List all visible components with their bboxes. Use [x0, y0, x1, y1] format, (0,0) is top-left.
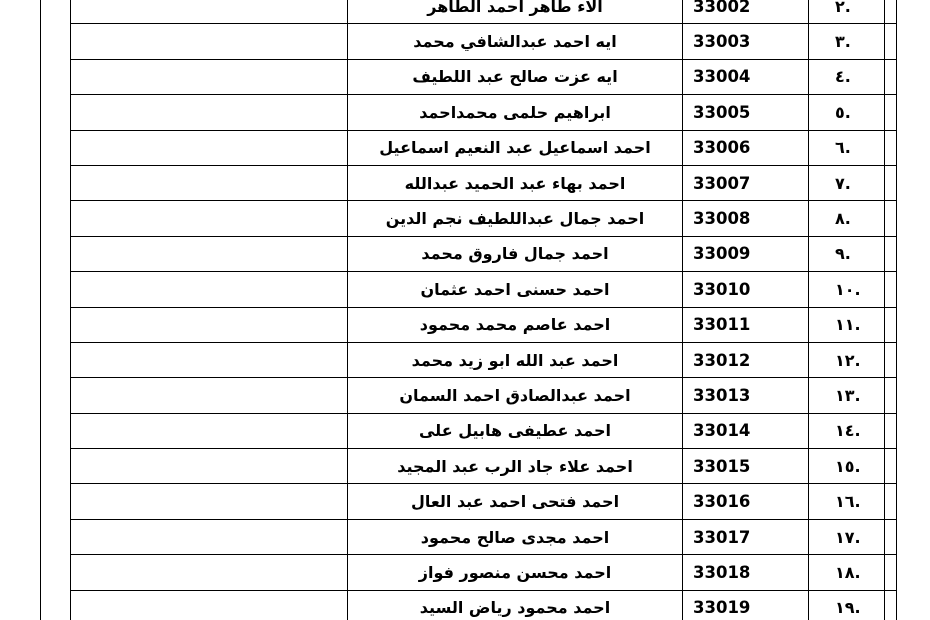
seat-number-cell: 33019	[683, 590, 809, 620]
notes-cell	[71, 378, 348, 413]
seat-number-cell: 33014	[683, 413, 809, 448]
table-row	[71, 201, 897, 236]
row-index-cell: ٨.	[809, 201, 897, 236]
row-index-cell: ٣.	[809, 24, 897, 59]
row-index-cell: ١٩.	[809, 590, 897, 620]
notes-cell	[71, 0, 348, 24]
row-index-cell: ١٦.	[809, 484, 897, 519]
row-index-cell: ١٣.	[809, 378, 897, 413]
seat-number-cell: 33008	[683, 201, 809, 236]
student-name-cell: احمد محسن منصور فواز	[348, 555, 683, 590]
page-border-left	[40, 0, 41, 620]
notes-cell	[71, 590, 348, 620]
row-index-cell: ٦.	[809, 130, 897, 165]
notes-cell	[71, 519, 348, 554]
student-name-cell: احمد اسماعيل عبد النعيم اسماعيل	[348, 130, 683, 165]
notes-cell	[71, 484, 348, 519]
row-index-cell: ٢.	[809, 0, 897, 24]
table-row	[71, 519, 897, 554]
row-index-cell: ١٨.	[809, 555, 897, 590]
table-row	[71, 272, 897, 307]
row-index-cell: ١٧.	[809, 519, 897, 554]
student-name-cell: الاء طاهر احمد الطاهر	[348, 0, 683, 24]
seat-number-cell: 33002	[683, 0, 809, 24]
table-row	[71, 590, 897, 620]
notes-cell	[71, 413, 348, 448]
student-name-cell: احمد جمال عبداللطيف نجم الدين	[348, 201, 683, 236]
student-name-cell: ايه احمد عبدالشافي محمد	[348, 24, 683, 59]
seat-number-cell: 33012	[683, 342, 809, 377]
seat-number-cell: 33007	[683, 165, 809, 200]
table-row	[71, 59, 897, 94]
student-name-cell: احمد مجدى صالح محمود	[348, 519, 683, 554]
student-name-cell: احمد فتحى احمد عبد العال	[348, 484, 683, 519]
roster-body	[71, 0, 897, 620]
row-index-cell: ١٥.	[809, 449, 897, 484]
seat-number-cell: 33003	[683, 24, 809, 59]
table-row	[71, 342, 897, 377]
seat-number-cell: 33006	[683, 130, 809, 165]
student-name-cell: احمد عبد الله ابو زيد محمد	[348, 342, 683, 377]
student-name-cell: احمد عاصم محمد محمود	[348, 307, 683, 342]
seat-number-cell: 33004	[683, 59, 809, 94]
table-row	[71, 130, 897, 165]
table-row	[71, 95, 897, 130]
table-row	[71, 236, 897, 271]
row-index-cell: ٧.	[809, 165, 897, 200]
student-name-cell: احمد بهاء عبد الحميد عبدالله	[348, 165, 683, 200]
table-row	[71, 449, 897, 484]
seat-number-cell: 33015	[683, 449, 809, 484]
table-row	[71, 484, 897, 519]
student-name-cell: احمد عبدالصادق احمد السمان	[348, 378, 683, 413]
student-name-cell: احمد حسنى احمد عثمان	[348, 272, 683, 307]
seat-number-cell: 33010	[683, 272, 809, 307]
notes-cell	[71, 342, 348, 377]
table-row	[71, 378, 897, 413]
seat-number-cell: 33013	[683, 378, 809, 413]
seat-number-cell: 33016	[683, 484, 809, 519]
table-row	[71, 413, 897, 448]
notes-cell	[71, 555, 348, 590]
row-index-cell: ٤.	[809, 59, 897, 94]
student-name-cell: ايه عزت صالح عبد اللطيف	[348, 59, 683, 94]
row-index-cell: ١٠.	[809, 272, 897, 307]
notes-cell	[71, 201, 348, 236]
student-name-cell: احمد عطيفى هابيل على	[348, 413, 683, 448]
notes-cell	[71, 24, 348, 59]
student-name-cell: احمد جمال فاروق محمد	[348, 236, 683, 271]
row-index-cell: ١٢.	[809, 342, 897, 377]
student-name-cell: احمد علاء جاد الرب عبد المجيد	[348, 449, 683, 484]
notes-cell	[71, 95, 348, 130]
notes-cell	[71, 130, 348, 165]
seat-number-cell: 33011	[683, 307, 809, 342]
table-row	[71, 165, 897, 200]
student-name-cell: احمد محمود رياض السيد	[348, 590, 683, 620]
student-roster-table	[70, 0, 897, 620]
student-name-cell: ابراهيم حلمى محمداحمد	[348, 95, 683, 130]
row-index-cell: ١٤.	[809, 413, 897, 448]
table-row	[71, 24, 897, 59]
table-row	[71, 307, 897, 342]
notes-cell	[71, 272, 348, 307]
notes-cell	[71, 165, 348, 200]
notes-cell	[71, 449, 348, 484]
row-index-cell: ٥.	[809, 95, 897, 130]
table-row	[71, 555, 897, 590]
notes-cell	[71, 236, 348, 271]
seat-number-cell: 33017	[683, 519, 809, 554]
notes-cell	[71, 307, 348, 342]
table-row	[71, 0, 897, 24]
notes-cell	[71, 59, 348, 94]
row-index-cell: ٩.	[809, 236, 897, 271]
seat-number-cell: 33009	[683, 236, 809, 271]
seat-number-cell: 33018	[683, 555, 809, 590]
seat-number-cell: 33005	[683, 95, 809, 130]
row-index-cell: ١١.	[809, 307, 897, 342]
